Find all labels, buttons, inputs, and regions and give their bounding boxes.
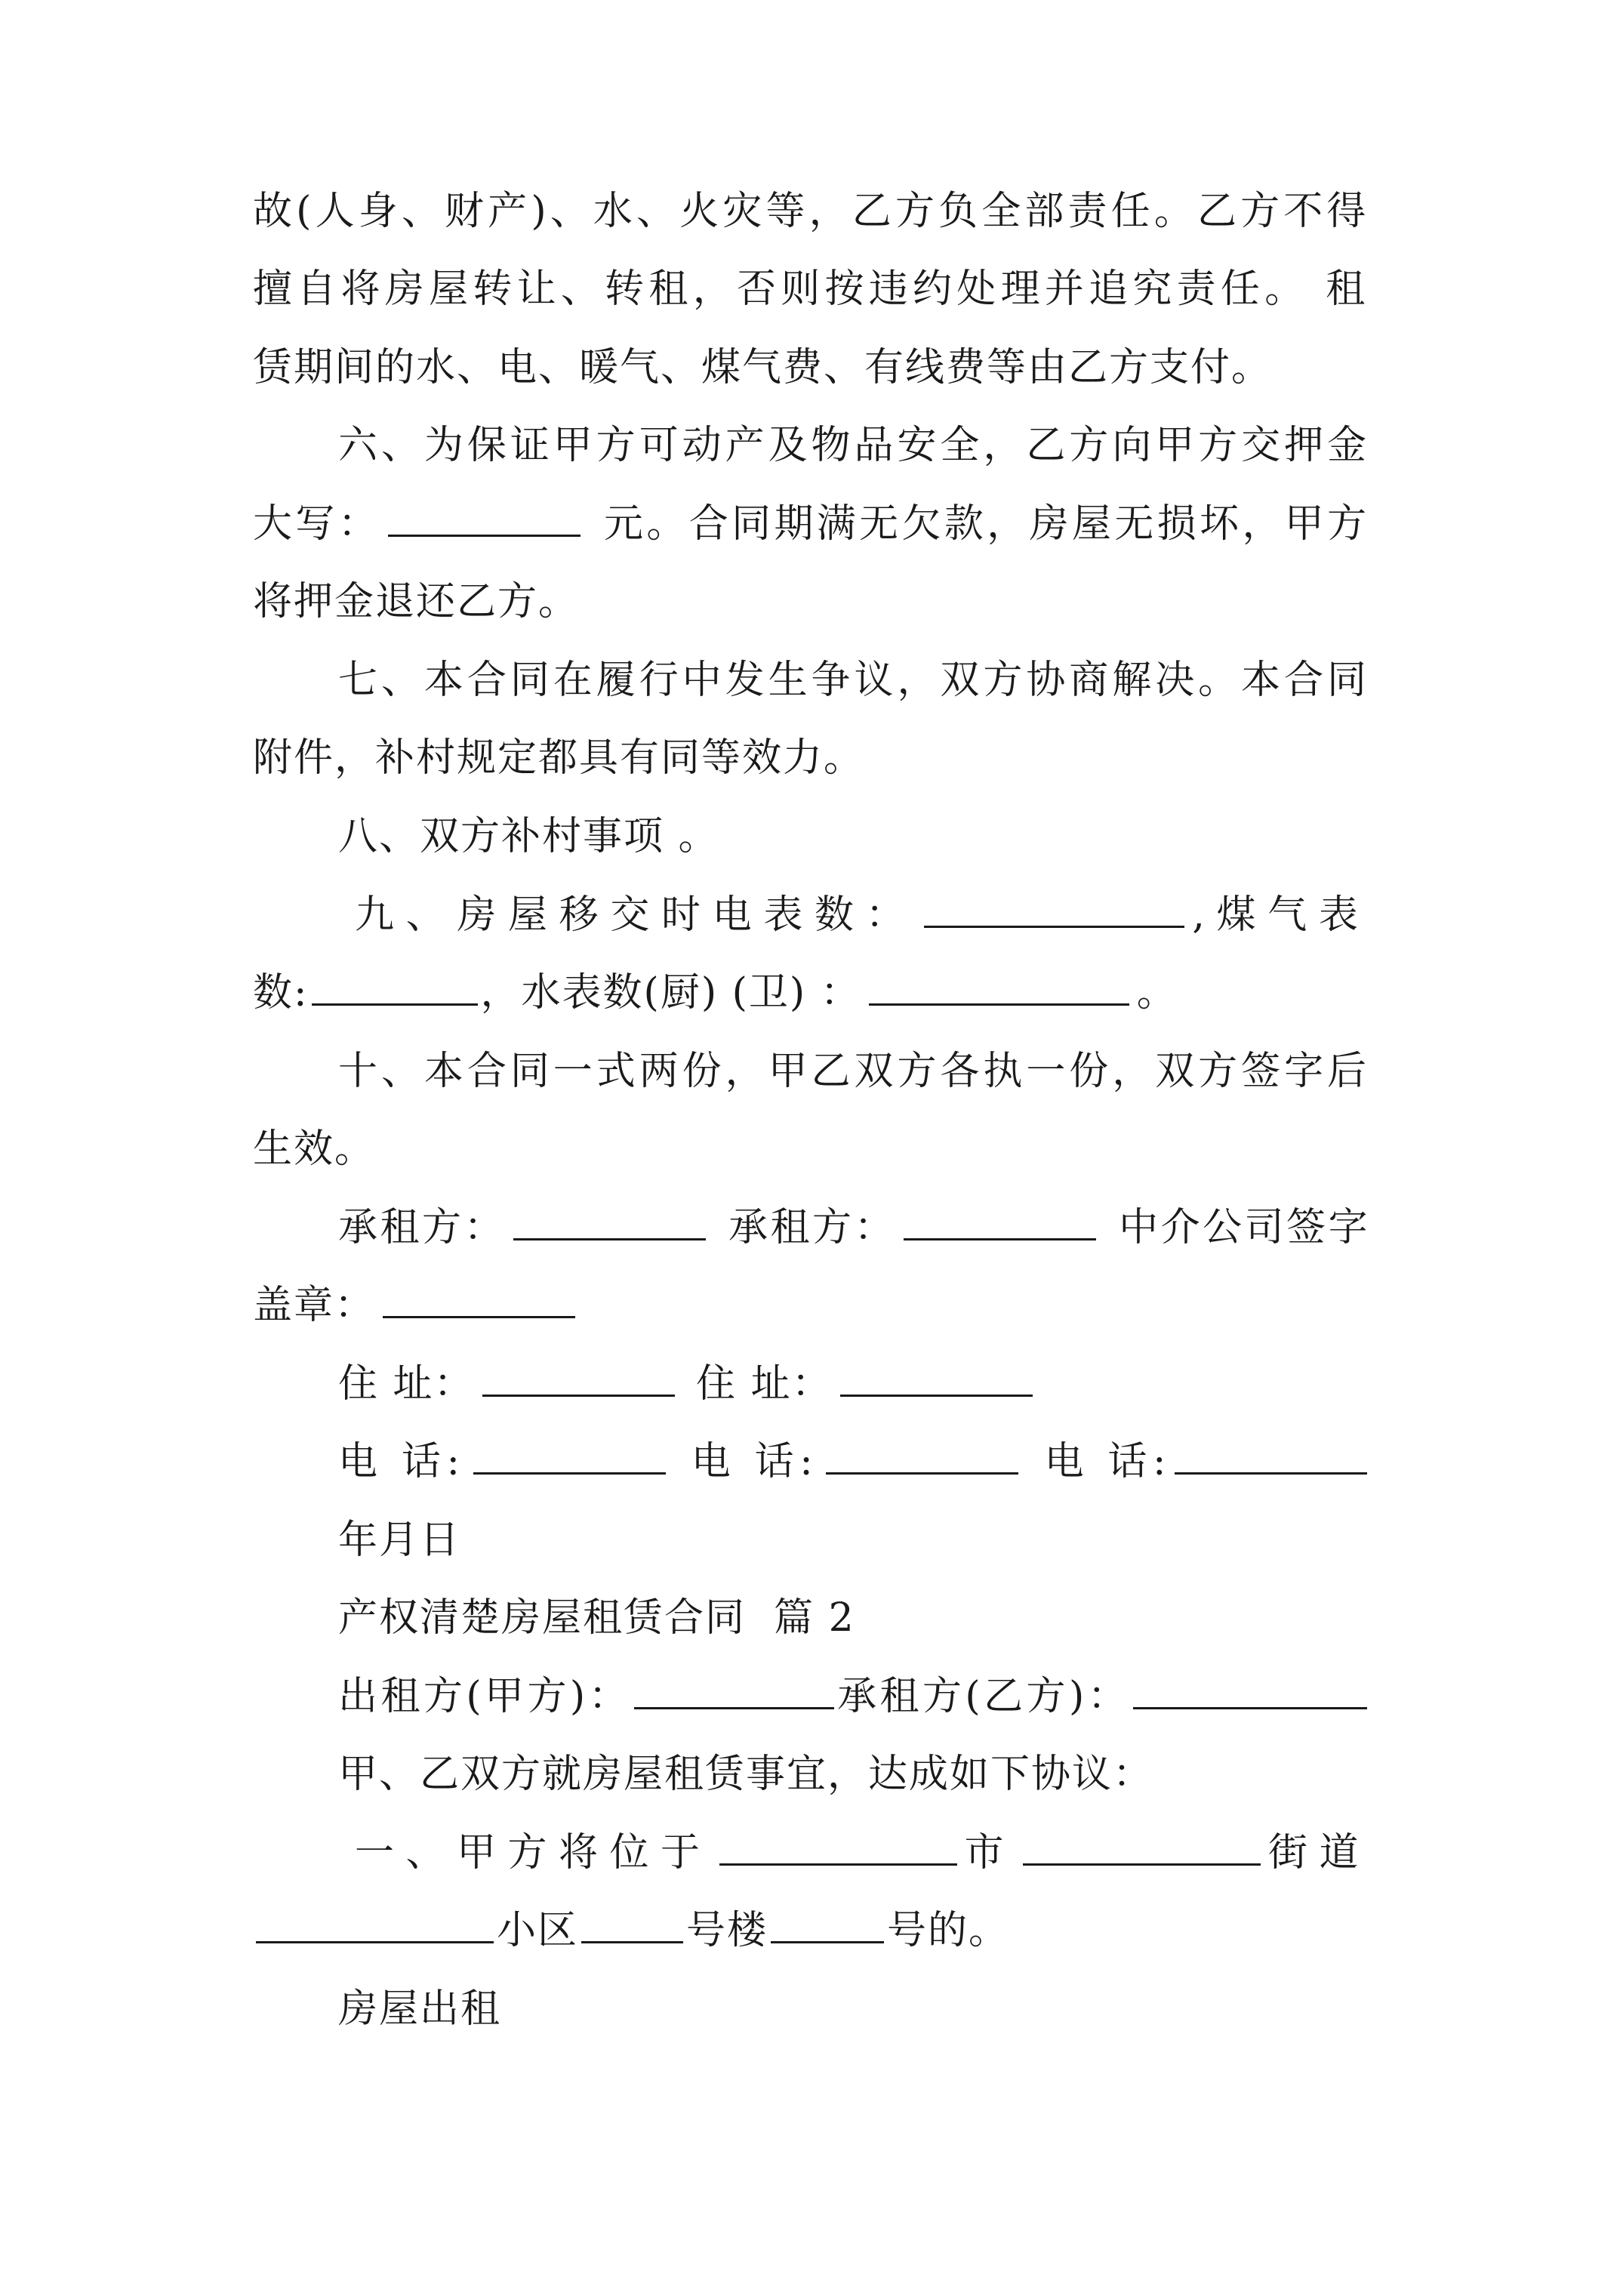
text-line	[355, 876, 1370, 954]
text-line	[338, 1032, 1370, 1111]
text-line	[253, 250, 1370, 328]
text-line	[253, 954, 1178, 1032]
fill-in-blank[interactable]	[719, 1817, 957, 1866]
fill-in-blank[interactable]	[924, 879, 1184, 928]
text-run: 出租方(甲方)：	[338, 1674, 632, 1719]
text-run: 生效。	[253, 1126, 376, 1172]
text-run: 住 址：	[682, 1361, 833, 1407]
fill-in-blank[interactable]	[513, 1191, 706, 1240]
text-run: 数:	[253, 970, 309, 1015]
text-line	[253, 485, 1370, 563]
fill-in-blank[interactable]	[482, 1348, 675, 1397]
text-run: 承租方：	[338, 1205, 507, 1250]
text-line	[253, 172, 1370, 251]
text-run: 。	[1136, 970, 1178, 1015]
text-run: 八、双方补村事项 。	[338, 814, 719, 859]
text-run: 电 话:	[1026, 1439, 1172, 1484]
fill-in-blank[interactable]	[256, 1894, 494, 1943]
text-line	[338, 1345, 1040, 1423]
fill-in-blank[interactable]	[840, 1348, 1033, 1397]
text-run: 电 话:	[673, 1439, 819, 1484]
fill-in-blank[interactable]	[312, 957, 478, 1006]
text-run: ，水表数(厨) (卫) ：	[480, 970, 861, 1015]
text-run: 市	[964, 1830, 1016, 1875]
text-run: ,煤气表	[1192, 892, 1370, 938]
fill-in-blank[interactable]	[388, 488, 581, 537]
text-run: 赁期间的水、电、暖气、煤气费、有线费等由乙方支付。	[253, 345, 1273, 390]
fill-in-blank[interactable]	[771, 1894, 884, 1943]
text-run: 盖章：	[253, 1283, 376, 1328]
text-line	[355, 1814, 1370, 1892]
text-run: 年月日	[338, 1518, 461, 1563]
text-line	[253, 719, 864, 797]
text-run: 附件，补村规定都具有同等效力。	[253, 735, 865, 781]
fill-in-blank[interactable]	[826, 1425, 1018, 1475]
text-run: 一、甲方将位于	[355, 1830, 712, 1875]
text-line	[253, 328, 1272, 407]
text-line	[253, 1110, 375, 1188]
text-run: 中介公司签字	[1104, 1205, 1371, 1250]
text-run: 电 话:	[338, 1439, 466, 1484]
text-run: 擅自将房屋转让、转租，否则按违约处理并追究责任。 租	[253, 267, 1370, 312]
text-line	[338, 1735, 1153, 1814]
fill-in-blank[interactable]	[1175, 1425, 1367, 1475]
text-run: 元。合同期满无欠款，房屋无损坏，甲方	[588, 501, 1370, 547]
text-run: 承租方(乙方)：	[837, 1674, 1131, 1719]
text-run: 住 址：	[338, 1361, 475, 1407]
text-run: 号楼	[686, 1908, 768, 1953]
text-line	[338, 1657, 1370, 1736]
fill-in-blank[interactable]	[904, 1191, 1096, 1240]
fill-in-blank[interactable]	[634, 1660, 834, 1709]
fill-in-blank[interactable]	[869, 957, 1129, 1006]
text-run: 将押金退还乙方。	[253, 579, 580, 624]
text-run: 七、本合同在履行中发生争议，双方协商解决。本合同	[338, 658, 1371, 703]
text-line	[338, 641, 1370, 720]
text-run: 承租方：	[713, 1205, 897, 1250]
text-run: 房屋出租	[338, 1986, 502, 2032]
fill-in-blank[interactable]	[1133, 1660, 1367, 1709]
text-run: 小区	[497, 1908, 579, 1953]
fill-in-blank[interactable]	[1023, 1817, 1261, 1866]
text-line	[338, 1501, 460, 1579]
text-run: 街道	[1268, 1830, 1371, 1875]
text-line	[338, 797, 719, 876]
text-run: 大写：	[253, 501, 381, 547]
text-run: 十、本合同一式两份，甲乙双方各执一份，双方签字后	[338, 1049, 1371, 1094]
text-line	[338, 1579, 855, 1657]
text-line	[253, 1891, 1009, 1970]
text-run: 甲、乙双方就房屋租赁事宜，达成如下协议：	[338, 1752, 1154, 1797]
text-run: 故(人身、财产)、水、火灾等，乙方负全部责任。乙方不得	[253, 189, 1370, 234]
fill-in-blank[interactable]	[383, 1269, 575, 1318]
text-line	[338, 1188, 1370, 1267]
text-line	[253, 1266, 583, 1345]
text-line	[338, 1970, 501, 2048]
text-line	[253, 562, 579, 641]
text-run: 九、房屋移交时电表数：	[355, 892, 917, 938]
text-run: 号的。	[887, 1908, 1010, 1953]
text-run: 产权清楚房屋租赁合同 篇 2	[338, 1595, 855, 1641]
fill-in-blank[interactable]	[581, 1894, 683, 1943]
text-line	[338, 406, 1370, 485]
text-line	[338, 1422, 1370, 1501]
text-run: 六、为保证甲方可动产及物品安全，乙方向甲方交押金	[338, 423, 1371, 468]
fill-in-blank[interactable]	[473, 1425, 666, 1475]
